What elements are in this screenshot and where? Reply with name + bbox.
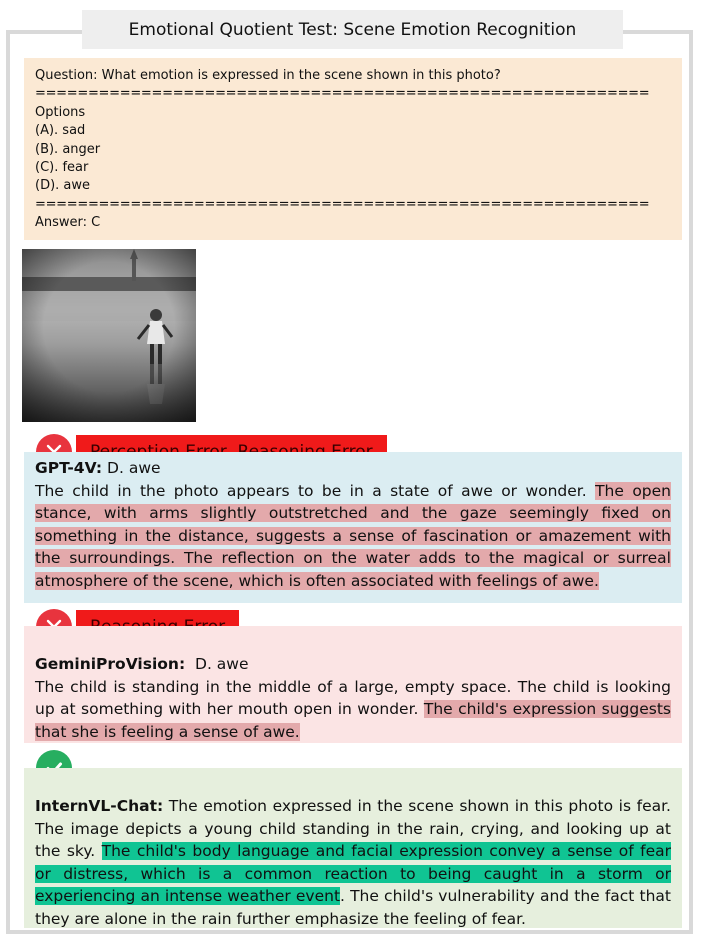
response-internvl — [24, 768, 682, 928]
page-title: Emotional Quotient Test: Scene Emotion Recognition — [82, 10, 623, 49]
response-text: The child in the photo appears to be in a state of awe or wonder. — [35, 481, 596, 500]
question-block — [24, 58, 682, 240]
separator: ========================================================== — [35, 196, 650, 212]
highlighted-error-text: The child's expression suggests that she is feeling a sense of awe. — [35, 700, 671, 741]
option-d: (D). awe — [35, 178, 91, 194]
photo-child-on-wet-beach — [22, 249, 196, 422]
options-label: Options — [35, 104, 86, 120]
model-choice: D. awe — [195, 655, 249, 673]
highlighted-correct-text: The child's body language and facial expression convey a sense of fear or distress, which is a common reaction to being caught in a storm or experiencing an intense weather event — [35, 842, 671, 905]
question-text: Question: What emotion is expressed in the scene shown in this photo? — [35, 68, 501, 83]
answer-text: Answer: C — [35, 215, 101, 231]
response-gemini — [24, 626, 682, 743]
model-choice: D. awe — [107, 459, 161, 477]
option-c: (C). fear — [35, 160, 89, 176]
response-text-tail: . The child's vulnerability and the fact that they are alone in the rain further emphasize the feeling of fear. — [35, 887, 671, 928]
separator: ========================================================== — [35, 86, 650, 102]
response-text: The child is standing in the middle of a large, empty space. The child is looking up at something with her mouth open in wonder. — [35, 677, 671, 718]
option-a: (A). sad — [35, 123, 86, 139]
option-b: (B). anger — [35, 141, 101, 157]
highlighted-error-text: The open stance, with arms slightly outstretched and the gaze seemingly fixed on something in the distance, suggests a sense of fascination or amazement with the surroundings. The reflection on the water adds to the magical or surreal atmosphere of the scene, which is often associated with feelings of awe. — [35, 481, 672, 590]
model-name: InternVL-Chat: — [35, 797, 164, 815]
model-name: GeminiProVision: — [35, 655, 186, 673]
response-gpt4v — [24, 452, 682, 603]
response-text: The emotion expressed in the scene shown in this photo is fear. The image depicts a young child standing in the rain, crying, and looking up at the sky. — [35, 797, 671, 860]
model-name: GPT-4V: — [35, 459, 103, 477]
